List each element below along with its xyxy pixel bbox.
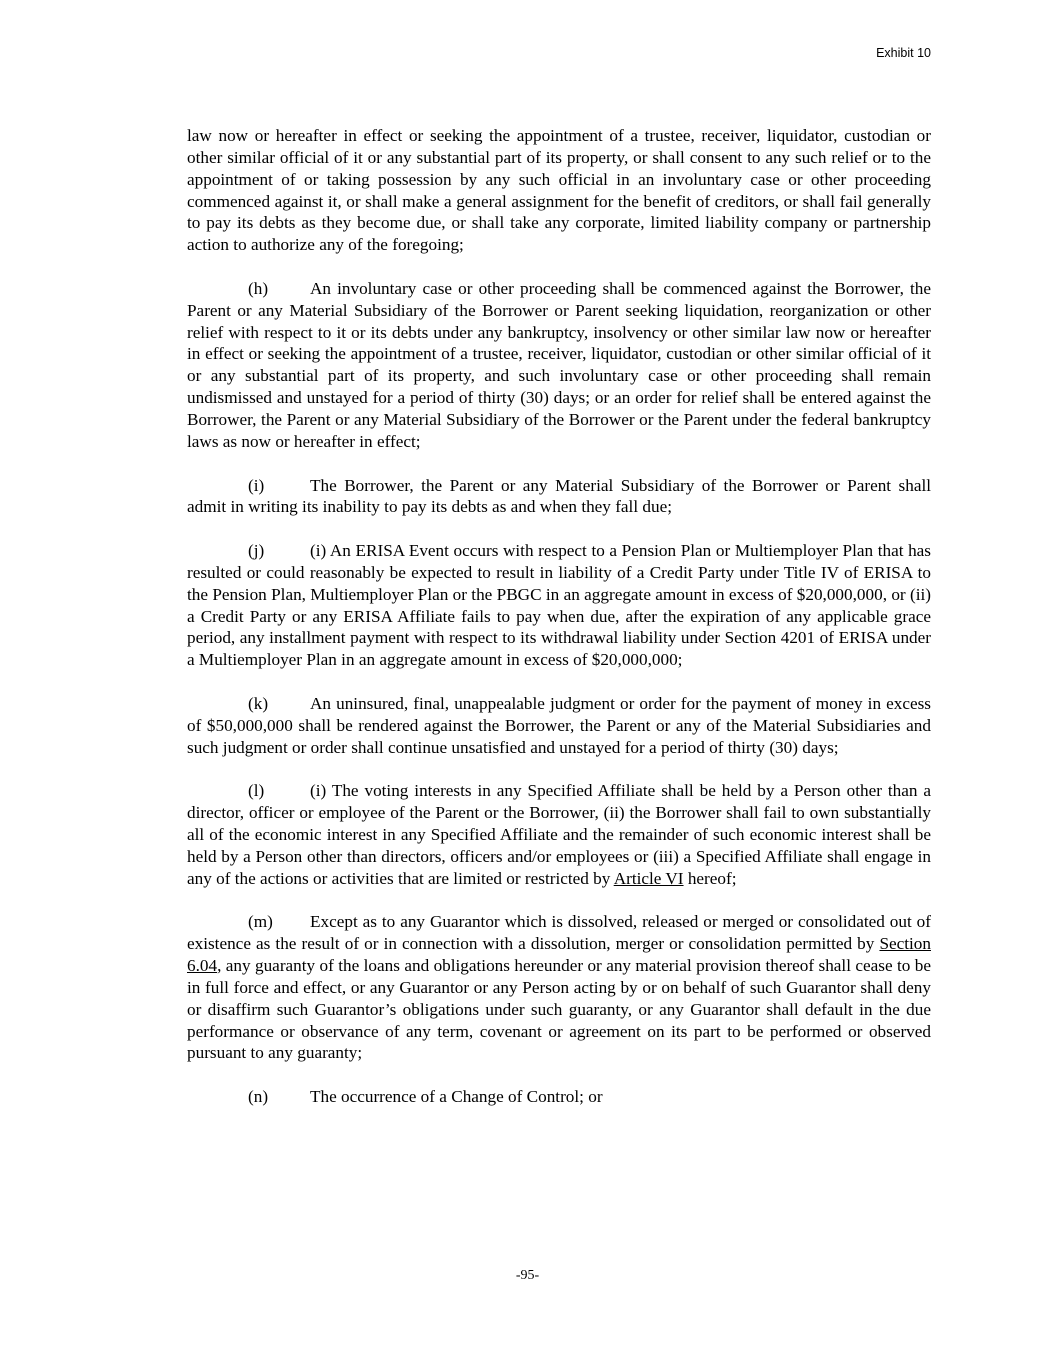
document-body: [187, 125, 931, 1130]
exhibit-label: Exhibit 10: [876, 46, 931, 60]
clause-l-letter: (l): [248, 781, 265, 801]
clause-j: [187, 540, 931, 671]
section-6-04-reference: Section 6.04: [187, 934, 931, 976]
clause-n-text: The occurrence of a Change of Control; or: [310, 1087, 603, 1107]
clause-j-letter: (j): [248, 541, 265, 561]
clause-k-text: An uninsured, final, unappealable judgment or order for the payment of money in excess of $50,000,000 shall be rendered against the Borrower, the Parent or any of the Material Subsidiaries and such judgment or order shall continue unsatisfied and unstayed for a period of thirty (30) days;: [187, 693, 931, 757]
clause-m: [187, 911, 931, 1064]
page-number: -95-: [515, 1268, 540, 1283]
clause-i-text: The Borrower, the Parent or any Material Subsidiary of the Borrower or Parent shall admit in writing its inability to pay its debts as and when they fall due;: [187, 475, 931, 517]
continuation-paragraph: law now or hereafter in effect or seeking the appointment of a trustee, receiver, liquidator, custodian or other similar official of it or any substantial part of its property, or shall consent to any such relief or to the appointment of or taking possession by any such official in an involuntary case or other proceeding commenced against it, or shall make a general assignment for the benefit of creditors, or shall fail generally to pay its debts as they become due, or shall take any corporate, limited liability company or partnership action to authorize any of the foregoing;: [187, 126, 931, 255]
clause-n: [187, 1086, 931, 1108]
clause-l-text-after: hereof;: [683, 868, 737, 888]
clause-l-text-before: (i) The voting interests in any Specified Affiliate shall be held by a Person other than a director, officer or employee of the Parent or the Borrower, (ii) the Borrower shall fail to own substantially all of the economic interest in any Specified Affiliate and the remainder of such economic interest shall be held by a Person other than directors, officers and/or employees or (iii) a Specified Affiliate shall engage in any of the actions or activities that are limited or restricted by: [187, 781, 931, 888]
article-vi-reference: Article VI: [613, 868, 684, 888]
clause-i: [187, 475, 931, 519]
clause-k-letter: (k): [248, 693, 269, 713]
clause-j-text: (i) An ERISA Event occurs with respect to a Pension Plan or Multiemployer Plan that has resulted or could reasonably be expected to result in liability of a Credit Party under Title IV of ERISA to the Pension Plan, Multiemployer Plan or the PBGC in an aggregate amount in excess of $20,000,000, or (ii) a Credit Party or any ERISA Affiliate fails to pay when due, after the expiration of any applicable grace period, any installment payment with respect to its withdrawal liability under Section 4201 of ERISA under a Multiemployer Plan in an aggregate amount in excess of $20,000,000;: [187, 541, 931, 670]
clause-h-letter: (h): [248, 278, 269, 298]
clause-i-letter: (i): [248, 475, 265, 495]
clause-l: [187, 780, 931, 889]
clause-m-text-before: Except as to any Guarantor which is dissolved, released or merged or consolidated out of existence as the result of or in connection with a dissolution, merger or consolidation permitted by: [187, 912, 931, 954]
clause-k: [187, 693, 931, 759]
clause-m-text-after: , any guaranty of the loans and obligations hereunder or any material provision thereof shall cease to be in full force and effect, or any Guarantor or any Person acting by or on behalf of such Guarantor shall deny or disaffirm such Guarantor’s obligations under such guaranty, or any Guarantor shall default in the due performance or observance of any term, covenant or agreement on its part to be performed or observed pursuant to any guaranty;: [187, 956, 931, 1063]
clause-h: [187, 278, 931, 453]
clause-m-letter: (m): [248, 912, 273, 932]
clause-n-letter: (n): [248, 1087, 269, 1107]
clause-h-text: An involuntary case or other proceeding shall be commenced against the Borrower, the Parent or any Material Subsidiary of the Borrower or Parent seeking liquidation, reorganization or other relief with respect to it or its debts under any bankruptcy, insolvency or other similar law now or hereafter in effect or seeking the appointment of a trustee, receiver, liquidator, custodian or other similar official of it or any substantial part of its property, and such involuntary case or other proceeding shall remain undismissed and unstayed for a period of thirty (30) days; or an order for relief shall be entered against the Borrower, the Parent or any Material Subsidiary of the Borrower or the Parent under the federal bankruptcy laws as now or hereafter in effect;: [187, 278, 931, 451]
